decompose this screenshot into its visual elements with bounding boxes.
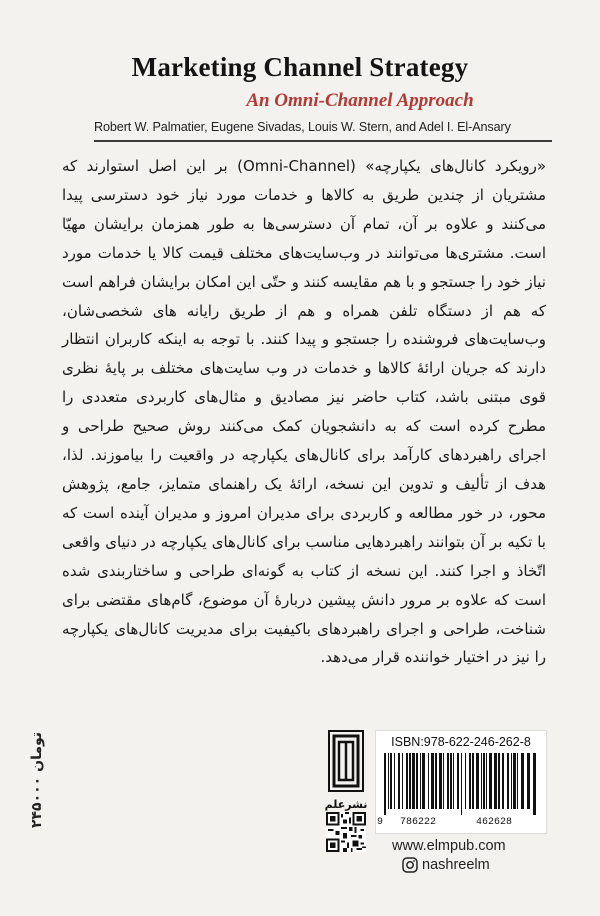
- barcode-digits-left: 786222: [400, 817, 437, 828]
- price-label: [18, 700, 56, 860]
- book-subtitle: An Omni-Channel Approach: [246, 90, 474, 111]
- price-text: ۲۴۵۰۰۰ تومان: [29, 731, 45, 829]
- isbn-label: ISBN:978-622-246-262-8: [391, 735, 531, 749]
- qr-code-icon[interactable]: [326, 812, 366, 852]
- publisher-instagram[interactable]: [402, 857, 490, 873]
- barcode-bars: [382, 753, 540, 815]
- barcode-digit-lead: 9: [377, 817, 384, 828]
- divider-line: [94, 140, 552, 142]
- publisher-name: نشرعلم: [324, 798, 368, 811]
- isbn-barcode: [375, 730, 547, 834]
- publisher-logo-icon: [328, 730, 364, 792]
- instagram-handle: nashreelm: [422, 857, 490, 873]
- book-authors: Robert W. Palmatier, Eugene Sivadas, Louis W. Stern, and Adel I. El-Ansary: [94, 120, 511, 134]
- book-title: Marketing Channel Strategy: [131, 52, 469, 82]
- publisher-website[interactable]: www.elmpub.com: [392, 838, 506, 854]
- book-description: «رویکرد کانال‌های یکپارچه» (Omni-Channel) بر این اصل استوارند که مشتریان از چندین طریق به کالاها و خدمات مورد نیاز خود دسترسی پیدا می‌کنند و علاوه بر آن، تمام آن دسترسی‌ها به طور همزمان برایشان مهیّا است. مشتری‌ها می‌توانند در وب‌سایت‌های مختلف قیمت کالا یا خدمات مورد نیاز خود را جستجو و با هم مقایسه کنند و حتّی این امکان برایشان فراهم است که هم از دستگاه تلفن همراه و هم از طریق رایانه های شخصی‌شان، وب‌سایت‌های فروشنده را جستجو و پیدا کنند. با توجه به اینکه کاربران انتظار دارند که جریان ارائهٔ کالاها و خدمات در وب سایت‌های مختلف بر پایهٔ نظری قوی مبتنی باشد، کتاب حاضر نیز مصادیق و مثال‌های کاربردی متعددی را مطرح کرده است که به دانشجویان کمک می‌کنند روش صحیح طراحی و اجرای راهبردهای کارآمد برای کانال‌های یکپارچه در واقعیت را بیاموزند. لذا، هدف از تألیف و تدوین این نسخه، ارائهٔ یک راهنمای متمایز، جامع، پژوهش محور، در خور مطالعه و کاربردی برای مدیران امروز و مدیران آینده است که با تکیه بر آن بتوانند راهبردهایی مناسب برای کانال‌های یکپارچه در دنیای واقعی اتّخاذ و اجرا کنند. این نسخه از کتاب به گونه‌ای طراحی و ساختاربندی شده است که علاوه بر مرور دانش پیشین دربارهٔ آن موضوع، گام‌های مقتضی برای شناخت، طراحی و اجرای راهبردهای باکیفیت برای مدیریت کانال‌های یکپارچه را نیز در اختیار خواننده قرار می‌دهد.: [62, 157, 546, 667]
- instagram-icon: [402, 857, 418, 873]
- barcode-digits-right: 462628: [476, 817, 513, 828]
